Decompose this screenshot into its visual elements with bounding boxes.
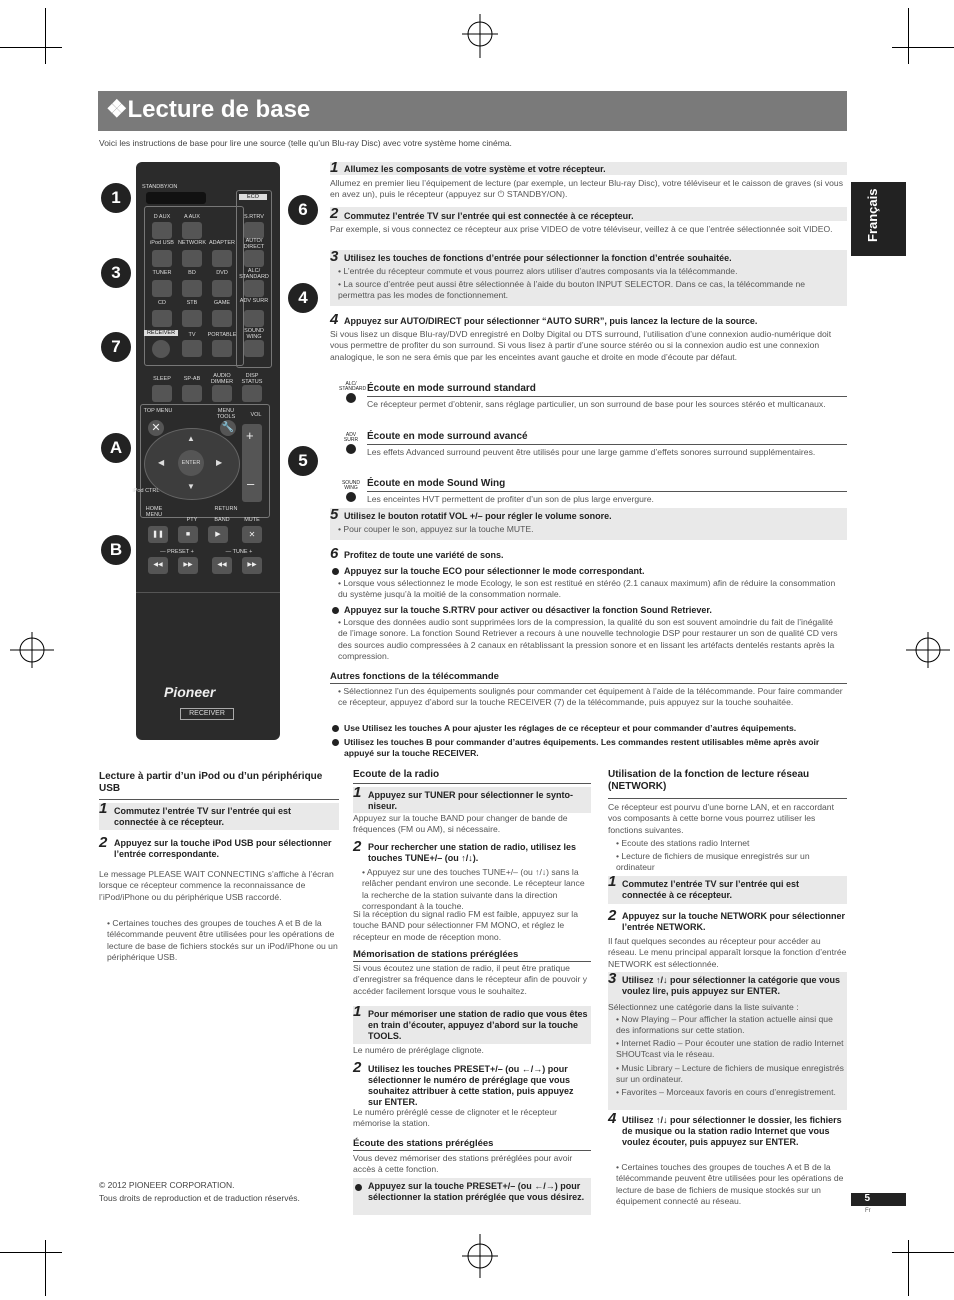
step-5-bullet: • Pour couper le son, appuyez sur la touche MUTE. <box>338 524 534 534</box>
step-2-number: 2 <box>330 205 339 222</box>
mode-3-icon-label: SOUND WING <box>341 480 361 491</box>
radio-step-1: Appuyez sur TUNER pour sélectionner le synto-niseur. <box>368 790 574 811</box>
audio-dimmer-button[interactable] <box>212 385 232 402</box>
dvd-button[interactable] <box>212 280 232 297</box>
step-6b-heading: Appuyez sur la touche S.RTRV pour activer ou désactiver la fonction Sound Retriever. <box>344 605 712 615</box>
step-4-heading: Appuyez sur AUTO/DIRECT pour sélectionner “AUTO SURR”, puis lancez la lecture de la source. <box>344 316 758 326</box>
network-step-3-body: Sélectionnez une catégorie dans la liste suivante : <box>608 1002 799 1012</box>
step-1-body: Allumez en premier lieu l’équipement de lecture (par exemple, un lecteur Blu-ray Disc), votre téléviseur et le caisson de graves (si vous en avez un), puis le récepteur (appuyez sur ⏻ STANDBY/ON). <box>330 178 843 200</box>
network-category-favorites: • Favorites – Morceaux favoris en cours d’enregistrement. <box>616 1087 836 1097</box>
callout-a: A <box>101 433 131 463</box>
registration-mark-bottom <box>450 1234 510 1278</box>
bd-label: BD <box>188 270 196 276</box>
network-category-internet-radio: • Internet Radio – Pour écouter une station de radio Internet SHOUTcast via le réseau. <box>616 1038 844 1060</box>
audiodimmer-label: AUDIO DIMMER <box>210 373 234 385</box>
top-menu-button[interactable]: ✕ <box>148 420 164 436</box>
dispstatus-label: DISP STATUS <box>241 373 263 385</box>
autodirect-label: AUTO/ DIRECT <box>243 238 265 250</box>
radio-step-1-body: Appuyez sur la touche BAND pour changer de bande de fréquences (FM ou AM), si nécessaire. <box>353 813 568 835</box>
mode-1-icon-label: ALC/ STANDARD <box>339 381 367 392</box>
mem-step-1-number: 1 <box>353 1003 362 1020</box>
ipod-step-2-number: 2 <box>99 834 108 851</box>
network-label: NETWORK <box>177 240 207 246</box>
crop-mark <box>908 8 909 64</box>
tv-label: TV <box>188 332 196 338</box>
network-step-2: Appuyez sur la touche NETWORK pour sélectionner l’entrée NETWORK. <box>622 911 846 932</box>
network-step-4-bullet: • Certaines touches des groupes de touches A et B de la télécommande peuvent être utilisées pour les opérations de lecture de base de fichiers de musique stockés sur un équipement connecté au réseau. <box>616 1162 844 1206</box>
other-bullet-a <box>332 725 339 732</box>
copyright-line-2: Tous droits de reproduction et de traduction réservés. <box>99 1193 300 1203</box>
step-3-bullet-1: • L’entrée du récepteur commute et vous pourrez alors utiliser d’autres composants via la télécommande. <box>338 266 738 276</box>
tuner-label: TUNER <box>152 270 172 276</box>
step-4-body: Si vous lisez un disque Blu-ray/DVD enregistré en Dolby Digital ou DTS surround, l’utilisation d’une connexion audio-numérique doit vous permettre de profiter du son surround. Si vous lisez à partir d’une source stéréo ou si la connexion audio est une connexion analogique, le son ne sera émis que par les enceintes avant gauche et droite en mode d’écoute par défaut. <box>330 329 832 362</box>
ipod-usb-rule <box>99 799 339 800</box>
receiver-label: RECEIVER <box>144 330 178 336</box>
sleep-button[interactable] <box>152 385 172 402</box>
mem-step-1: Pour mémoriser une station de radio que vous êtes en train d’écouter, appuyez d’abord sur la touche TOOLS. <box>368 1009 588 1041</box>
step-5-number: 5 <box>330 506 339 523</box>
radio-step-1-number: 1 <box>353 784 362 801</box>
network-step-2-body: Il faut quelques secondes au récepteur pour accéder au réseau. Le menu principal apparaît lorsque la fonction d’entrée NETWORK est sélectionnée. <box>608 936 847 969</box>
mode-2-body: Les effets Advanced surround peuvent être utilisés pour une large gamme d’effets sonores surround supplémentaires. <box>367 447 816 457</box>
other-functions-a: Use Utilisez les touches A pour ajuster les réglages de ce récepteur et pour commander d’autres équipements. <box>344 723 797 733</box>
portable-label: PORTABLE <box>207 332 237 338</box>
ipod-usb-heading: Lecture à partir d’un iPod ou d’un périphérique USB <box>99 771 323 794</box>
language-tab-label: Français <box>865 188 880 242</box>
enter-button[interactable]: ENTER <box>178 450 204 476</box>
network-step-3: Utilisez ↑/↓ pour sélectionner la catégorie que vous voulez lire, puis appuyez sur ENTER. <box>622 975 841 996</box>
daux-button[interactable] <box>152 222 172 239</box>
network-bullet-2: • Lecture de fichiers de musique enregistrés sur un ordinateur <box>616 851 810 873</box>
step-6a-heading: Appuyez sur la touche ECO pour sélectionner le mode correspondant. <box>344 566 645 576</box>
daux-label: D AUX <box>153 214 171 220</box>
step-6b-text: • Lorsque des données audio sont supprimées lors de la compression, la qualité du son est souvent amoindrie du fait de l’inégalité de l’image sonore. La fonction Sound Retriever a recours à une nouvelle technologie DSP pour restaurer un son de qualité CD vers des sources audio compressées à 2 canaux en rétablissant la pression sonore et en lissant les artéfacts dentelés restants après la compression. <box>338 617 838 661</box>
topmenu-label: TOP MENU <box>143 408 173 414</box>
pty-label: PTY <box>186 517 198 523</box>
sp-ab-button[interactable] <box>182 385 202 402</box>
other-bullet-b <box>332 739 339 746</box>
memorisation-heading: Mémorisation de stations préréglées <box>353 949 519 960</box>
network-bullet-1: • Ecoute des stations radio Internet <box>616 838 750 848</box>
network-step-1-number: 1 <box>608 873 617 890</box>
radio-step-2: Pour rechercher une station de radio, utilisez les touches TUNE+/– (ou ↑/↓). <box>368 842 577 863</box>
other-functions-heading: Autres fonctions de la télécommande <box>330 671 499 682</box>
ecoute-presets-rule <box>353 1150 591 1151</box>
menutools-label: MENU TOOLS <box>216 408 236 420</box>
network-heading: Utilisation de la fonction de lecture réseau (NETWORK) <box>608 769 810 792</box>
tools-button[interactable]: 🔧 <box>220 420 236 436</box>
game-label: GAME <box>213 300 231 306</box>
mode-2-icon <box>346 444 356 454</box>
stb-button[interactable] <box>182 310 202 327</box>
radio-step-2-bullet: • Appuyez sur une des touches TUNE+/– (ou ↑/↓) sans la relâcher pendant environ une seconde. Le récepteur lance la recherche de la station suivante dans la direction correspondant à la touche. <box>362 867 585 911</box>
mode-3-heading: Écoute en mode Sound Wing <box>367 478 506 489</box>
page-title-text: Lecture de base <box>127 96 311 123</box>
mute-label: MUTE <box>244 517 260 523</box>
vol-label: VOL <box>250 412 262 418</box>
down-arrow-icon[interactable]: ▼ <box>187 482 195 491</box>
callout-7: 7 <box>101 332 131 362</box>
crop-mark <box>45 1240 46 1296</box>
tuner-button[interactable] <box>152 280 172 297</box>
ecoute-bullet <box>355 1184 362 1191</box>
stop-button[interactable]: ■ <box>178 526 198 543</box>
adapter-button[interactable] <box>212 250 232 267</box>
step-6a-text: • Lorsque vous sélectionnez le mode Ecology, le son est restitué en stéréo (2.1 canaux maximum) afin de réduire la consommation du système jusqu’à la moitié de la consommation normale. <box>338 578 836 600</box>
advsurr-label: ADV SURR <box>239 298 269 304</box>
homemenu-label: HOME MENU <box>145 506 163 518</box>
cd-button[interactable] <box>152 310 172 327</box>
copyright <box>99 1179 300 1205</box>
ipod-bullet: • Certaines touches des groupes de touches A et B de la télécommande peuvent être utilisées pour les opérations de lecture de base de fichiers stockés sur un iPod/iPhone ou un périphérique USB. <box>107 918 338 962</box>
mode-3-icon <box>346 492 356 502</box>
step-1-heading: Allumez les composants de votre système et votre récepteur. <box>344 164 606 174</box>
radio-rule <box>353 783 591 784</box>
mode-3-rule <box>367 491 847 492</box>
spab-label: SP-AB <box>183 376 201 382</box>
disp-status-button[interactable] <box>242 385 262 402</box>
other-functions-rule <box>330 683 847 684</box>
language-tab <box>851 182 906 256</box>
prev-button[interactable]: ◀◀ <box>148 557 168 574</box>
aaux-button[interactable] <box>182 222 202 239</box>
mode-1-heading: Écoute en mode surround standard <box>367 383 536 394</box>
aaux-label: A AUX <box>184 214 200 220</box>
step-6-number: 6 <box>330 545 339 562</box>
left-arrow-icon[interactable]: ◀ <box>158 458 165 467</box>
step-5-heading: Utilisez le bouton rotatif VOL +/– pour régler le volume sonore. <box>344 511 612 521</box>
return-label: RETURN <box>214 506 238 512</box>
band-label: BAND <box>214 517 230 523</box>
standby-button[interactable] <box>146 192 206 204</box>
crop-mark <box>892 47 954 48</box>
copyright-line-1: © 2012 PIONEER CORPORATION. <box>99 1180 235 1190</box>
next-button[interactable]: ▶▶ <box>178 557 198 574</box>
other-functions-b: Utilisez les touches B pour commander d’autres équipements. Les commandes restent utilisables même après avoir appuyé sur la touche RECEIVER. <box>344 737 820 758</box>
sleep-label: SLEEP <box>153 376 171 382</box>
auto-direct-button[interactable] <box>244 250 264 267</box>
memorisation-body: Si vous écoutez une station de radio, il peut être pratique d’enregistrer sa fréquence dans le récepteur afin de pouvoir y accéder facilement lorsque vous le souhaitez. <box>353 963 588 996</box>
page-number: 5 <box>864 1193 870 1204</box>
mode-2-heading: Écoute en mode surround avancé <box>367 431 528 442</box>
soundwing-label: SOUND WING <box>244 328 264 340</box>
step-6a-bullet <box>332 568 339 575</box>
step-3-heading: Utilisez les touches de fonctions d’entrée pour sélectionner la fonction d’entrée souhaitée. <box>344 253 732 263</box>
network-step-3-number: 3 <box>608 970 617 987</box>
eco-button[interactable]: ECO <box>239 194 267 200</box>
mute-button[interactable]: ✕ <box>242 526 262 543</box>
network-step-1: Commutez l’entrée TV sur l’entrée qui est connectée à ce récepteur. <box>622 879 800 900</box>
mode-1-icon <box>346 393 356 403</box>
page-language: Fr <box>865 1208 871 1214</box>
step-3-number: 3 <box>330 248 339 265</box>
mode-1-rule <box>367 396 847 397</box>
bd-button[interactable] <box>182 280 202 297</box>
registration-mark-left <box>10 628 54 672</box>
step-3-bullet-2: • La source d’entrée peut aussi être sélectionnée à l’aide du bouton INPUT SELECTOR. Dans ce cas, la télécommande ne permettra pas les modes de fonctionnement. <box>338 279 806 301</box>
cd-label: CD <box>158 300 166 306</box>
network-button[interactable] <box>182 250 202 267</box>
stb-label: STB <box>186 300 198 306</box>
memorisation-rule <box>353 961 591 962</box>
other-functions-bullet: • Sélectionnez l’un des équipements soulignés pour commander cet équipement à l’aide de la télécommande. Pour faire commander ce récepteur, appuyez d’abord sur la touche RECEIVER (7) de la télécommande, puis appuyez sur la touche souhaitée. <box>338 686 843 708</box>
vol-plus-icon[interactable]: + <box>246 428 254 443</box>
play-button[interactable]: ▶ <box>208 526 228 543</box>
mem-step-2-number: 2 <box>353 1059 362 1076</box>
network-step-4: Utilisez ↑/↓ pour sélectionner le dossier, les fichiers de musique ou la station radio Internet que vous voulez écouter, puis appuyez sur ENTER. <box>622 1115 842 1147</box>
radio-step-2-number: 2 <box>353 838 362 855</box>
mem-step-2: Utilisez les touches PRESET+/– (ou ←/→) pour sélectionner le numéro de préréglage que vous souhaitez attribuer à cette station, puis appuyez sur ENTER. <box>368 1064 574 1107</box>
callout-1: 1 <box>101 183 131 213</box>
remote-control <box>132 162 280 740</box>
callout-3: 3 <box>101 258 131 288</box>
pioneer-logo: Pioneer <box>164 684 216 700</box>
receiver-mode-label: RECEIVER <box>180 708 234 720</box>
mode-1-body: Ce récepteur permet d’obtenir, sans réglage particulier, un son surround de base pour les sources stéréo et multicanaux. <box>367 399 826 409</box>
tune-label: — TUNE + <box>225 549 253 555</box>
standby-label: STANDBY/ON <box>142 184 178 190</box>
callout-5: 5 <box>288 446 318 476</box>
ipod-label: iPod USB <box>150 240 174 246</box>
ipod-usb-button[interactable] <box>152 250 172 267</box>
mem-step-1-body: Le numéro de préréglage clignote. <box>353 1045 484 1055</box>
pause-button[interactable]: ❚❚ <box>148 526 168 543</box>
step-6-heading: Profitez de toute une variété de sons. <box>344 550 504 560</box>
intro-text: Voici les instructions de base pour lire une source (telle qu’un Blu-ray Disc) avec votre système home cinéma. <box>99 138 512 148</box>
network-category-now-playing: • Now Playing – Pour afficher la station actuelle ainsi que des informations sur cette station. <box>616 1014 833 1036</box>
tv-button[interactable] <box>182 340 202 357</box>
ipod-step-1: Commutez l’entrée TV sur l’entrée qui est connectée à ce récepteur. <box>114 806 292 827</box>
alc-standard-button[interactable] <box>244 280 264 297</box>
network-step-4-number: 4 <box>608 1110 617 1127</box>
crop-mark <box>45 8 46 64</box>
crop-mark <box>0 47 62 48</box>
game-button[interactable] <box>212 310 232 327</box>
title-bar <box>98 91 847 131</box>
radio-step-2-body: Si la réception du signal radio FM est faible, appuyez sur la touche BAND pour sélectionner FM MONO, et réglez le récepteur en mode de réception mono. <box>353 909 578 942</box>
step-4-number: 4 <box>330 311 339 328</box>
ecoute-presets-body: Vous devez mémoriser des stations préréglées pour avoir accès à cette fonction. <box>353 1153 573 1175</box>
right-arrow-icon[interactable]: ▶ <box>216 458 223 467</box>
radio-heading: Ecoute de la radio <box>353 769 440 780</box>
crop-mark <box>892 1252 954 1253</box>
network-body: Ce récepteur est pourvu d’une borne LAN, et en raccordant vos composants à cette borne vous pourrez utiliser les fonctions suivantes. <box>608 802 834 835</box>
rewind-button[interactable]: ◀◀ <box>212 557 232 574</box>
step-6b-bullet <box>332 607 339 614</box>
adv-surr-button[interactable] <box>244 310 264 327</box>
network-category-music-library: • Music Library – Lecture de fichiers de musique enregistrés sur un ordinateur. <box>616 1063 844 1085</box>
ipod-step-1-number: 1 <box>99 800 108 817</box>
ipod-step-2: Appuyez sur la touche iPod USB pour sélectionner l’entrée correspondante. <box>114 838 332 859</box>
network-rule <box>608 798 847 799</box>
mem-step-2-body: Le numéro préréglé cesse de clignoter et le récepteur mémorise la station. <box>353 1107 557 1129</box>
step-1-number: 1 <box>330 159 339 176</box>
ecoute-presets-heading: Écoute des stations préréglées <box>353 1138 494 1149</box>
remote-divider <box>136 592 280 593</box>
mode-2-icon-label: ADV SURR <box>343 432 359 443</box>
dvd-label: DVD <box>216 270 228 276</box>
network-step-2-number: 2 <box>608 907 617 924</box>
receiver-button[interactable] <box>152 340 170 358</box>
step-2-heading: Commutez l’entrée TV sur l’entrée qui est connectée à ce récepteur. <box>344 211 634 221</box>
mode-2-rule <box>367 444 847 445</box>
registration-mark-top <box>450 14 510 58</box>
vol-minus-icon[interactable]: – <box>247 476 255 491</box>
srtrv-label: S.RTRV <box>244 214 264 220</box>
up-arrow-icon[interactable]: ▲ <box>187 434 195 443</box>
crop-mark <box>908 1240 909 1296</box>
callout-b: B <box>101 535 131 565</box>
page-number-tab <box>851 1193 906 1206</box>
callout-4: 4 <box>288 283 318 313</box>
page-title: ❖Lecture de base <box>106 96 311 123</box>
preset-label: — PRESET + <box>160 549 194 555</box>
step-2-body: Par exemple, si vous connectez ce récepteur aux prise VIDEO de votre téléviseur, veillez à ce que l’entrée sélectionnée soit VIDEO. <box>330 224 833 234</box>
callout-6: 6 <box>288 195 318 225</box>
ecoute-step: Appuyez sur la touche PRESET+/– (ou ←/→) pour sélectionner la station préréglée que vous désirez. <box>368 1181 585 1202</box>
ipodctrl-label: iPod CTRL <box>132 488 160 494</box>
portable-button[interactable] <box>212 340 232 357</box>
srtrv-button[interactable] <box>244 222 264 239</box>
ipod-body: Le message PLEASE WAIT CONNECTING s’affiche à l’écran lorsque ce récepteur commence la reconnaissance de l’iPod/iPhone ou du périphérique USB raccordé. <box>99 869 334 902</box>
alcstd-label: ALC/ STANDARD <box>239 268 269 280</box>
registration-mark-right <box>906 628 950 672</box>
sound-wing-button[interactable] <box>244 340 264 357</box>
fast-forward-button[interactable]: ▶▶ <box>242 557 262 574</box>
adapter-label: ADAPTER <box>209 240 235 246</box>
crop-mark <box>0 1252 62 1253</box>
mode-3-body: Les enceintes HVT permettent de profiter d’un son de plus large envergure. <box>367 494 654 504</box>
